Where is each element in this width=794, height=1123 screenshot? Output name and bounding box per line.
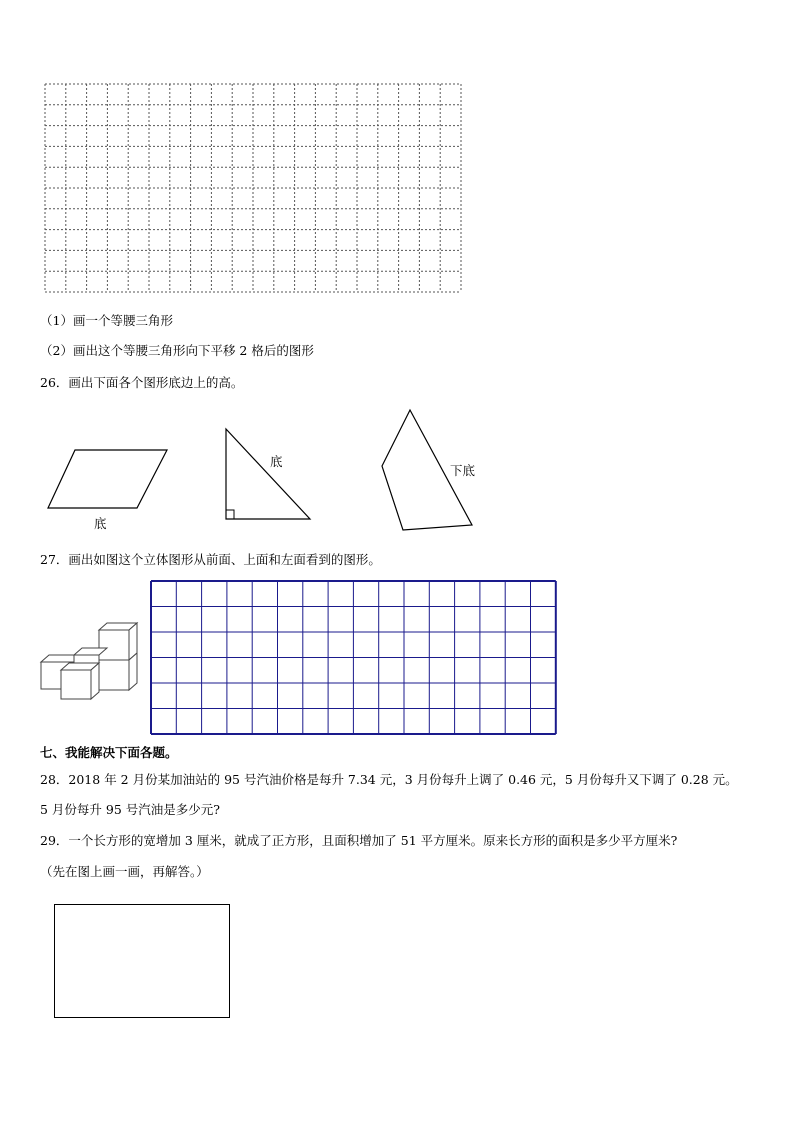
blue-drawing-grid[interactable] [150,580,560,736]
parallelogram-figure [45,446,175,516]
q29-line1: 29．一个长方形的宽增加 3 厘米，就成了正方形，且面积增加了 51 平方厘米。原来长方形的面积是多少平方厘米? [40,833,678,848]
trapezoid-base-label: 下底 [450,463,476,478]
cube-stack-figure [38,620,143,705]
section7-heading: 七、我能解决下面各题。 [40,745,178,760]
q25-sub2: （2）画出这个等腰三角形向下平移 2 格后的图形 [40,343,314,358]
q27-question: 27．画出如图这个立体图形从前面、上面和左面看到的图形。 [40,552,381,567]
right-triangle-figure [222,427,317,522]
q29-line2: （先在图上画一画，再解答。） [40,864,209,879]
triangle-base-label: 底 [270,454,283,469]
parallelogram-base-label: 底 [94,516,107,531]
q28-line2: 5 月份每升 95 号汽油是多少元? [40,802,220,817]
q25-sub1: （1）画一个等腰三角形 [40,313,173,328]
dotted-drawing-grid[interactable] [45,84,465,296]
q28-line1: 28．2018 年 2 月份某加油站的 95 号汽油价格是每升 7.34 元，3 月份每升上调了 0.46 元，5 月份每升又下调了 0.28 元。 [40,772,738,787]
rectangle-figure[interactable] [54,904,230,1018]
q26-question: 26．画出下面各个图形底边上的高。 [40,375,244,390]
